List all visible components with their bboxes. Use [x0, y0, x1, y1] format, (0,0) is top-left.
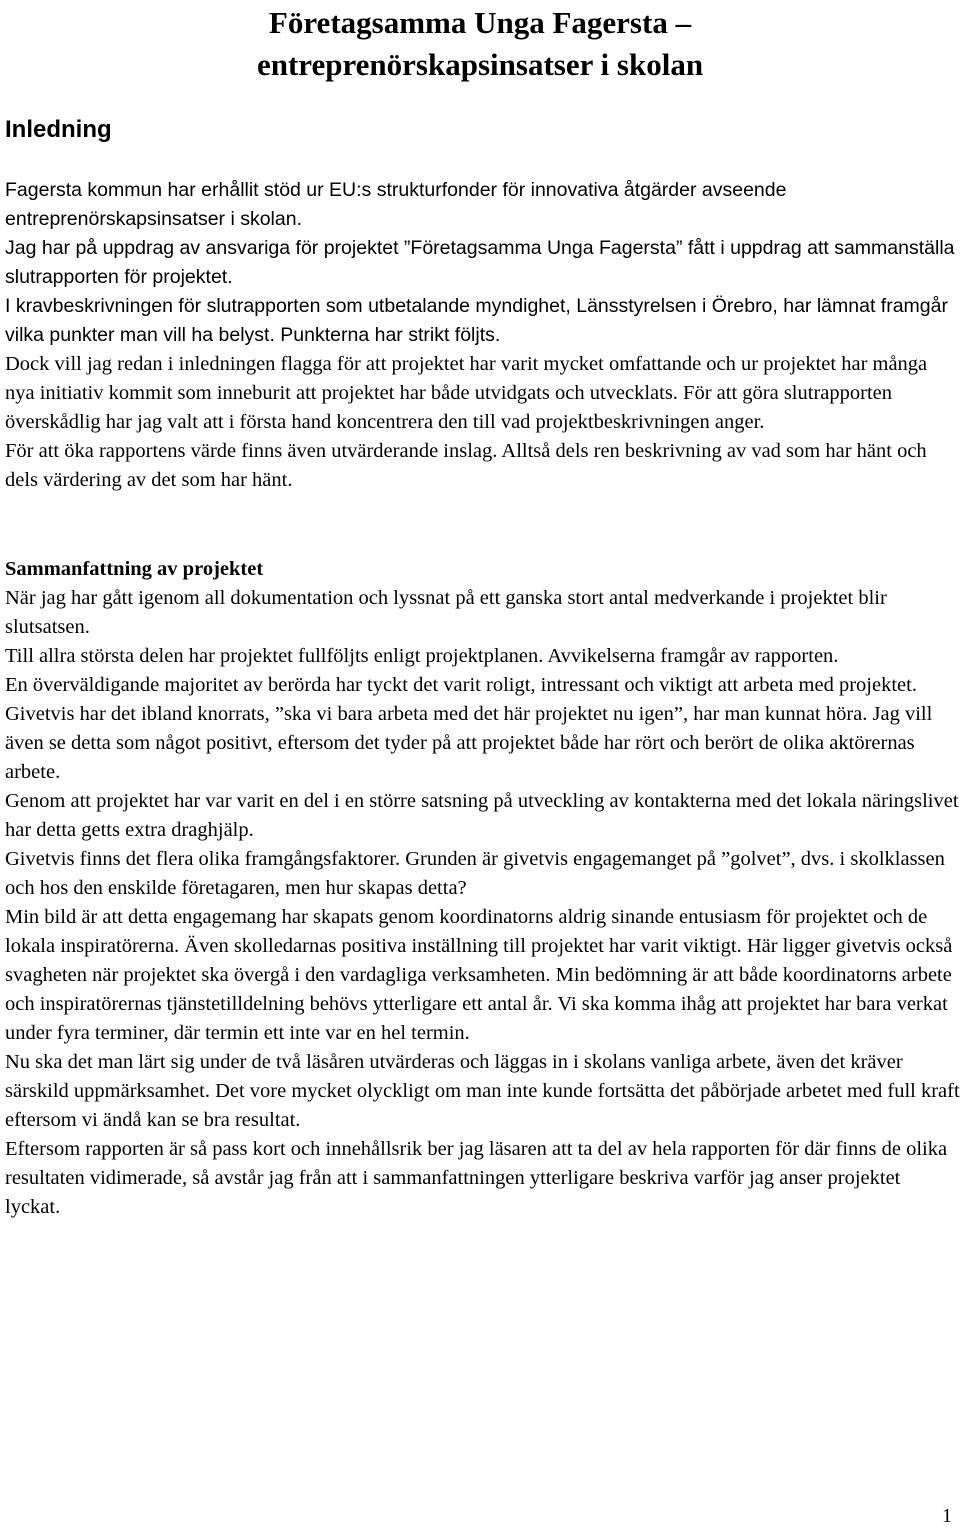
intro-paragraph: Dock vill jag redan i inledningen flagga för att projektet har varit mycket omfattande och ur projektet har många nya initiativ kommit som inneburit att projektet har både utvidgats och utvecklats. För att göra slutrapporten överskådlig har jag valt att i första hand koncentrera den till vad projektbeskrivningen anger. — [5, 353, 928, 433]
summary-paragraph: Nu ska det man lärt sig under de två läsåren utvärderas och läggas in i skolans vanliga arbete, även det kräver särskild uppmärksamhet. Det vore mycket olyckligt om man inte kunde fortsätta det påbörjade arbetet med full kraft eftersom vi ändå kan se bra resultat. — [5, 1051, 960, 1131]
summary-heading: Sammanfattning av projektet — [5, 558, 264, 580]
title-line-2: entreprenörskapsinsatser i skolan — [256, 47, 704, 82]
intro-paragraph: För att öka rapportens värde finns även utvärderande inslag. Alltså dels ren beskrivning av vad som har hänt och dels värdering av det som har hänt. — [5, 440, 927, 491]
intro-heading: Inledning — [5, 116, 112, 143]
intro-paragraph: I kravbeskrivningen för slutrapporten som utbetalande myndighet, Länsstyrelsen i Örebro, har lämnat framgår vilka punkter man vill ha belyst. Punkterna har strikt följts. — [5, 295, 948, 346]
summary-paragraph: Till allra största delen har projektet fullföljts enligt projektplanen. Avvikelserna framgår av rapporten. — [5, 645, 839, 667]
summary-paragraph: Genom att projektet har var varit en del i en större satsning på utveckling av kontakterna med det lokala näringslivet har detta getts extra draghjälp. — [5, 790, 959, 841]
summary-paragraph: En överväldigande majoritet av berörda har tyckt det varit roligt, intressant och viktigt att arbeta med projektet. Givetvis har det ibland knorrats, ”ska vi bara arbeta med det här projektet nu igen”, har man kunnat höra. Jag vill även se detta som något positivt, eftersom det tyder på att projektet både har rört och berört de olika aktörernas arbete. — [5, 674, 933, 783]
intro-section — [5, 176, 960, 495]
page-number: 1 — [942, 1505, 952, 1527]
intro-paragraph: Jag har på uppdrag av ansvariga för projektet ”Företagsamma Unga Fagersta” fått i uppdrag att sammanställa slutrapporten för projektet. — [5, 237, 955, 288]
summary-paragraph: Eftersom rapporten är så pass kort och innehållsrik ber jag läsaren att ta del av hela rapporten för där finns de olika resultaten vidimerade, så avstår jag från att i sammanfattningen ytterligare beskriva varför jag anser projektet lyckat. — [5, 1138, 948, 1218]
summary-paragraph: Min bild är att detta engagemang har skapats genom koordinatorns aldrig sinande entusiasm för projektet och de lokala inspiratörerna. Även skolledarnas positiva inställning till projektet har varit viktigt. Här ligger givetvis också svagheten när projektet ska övergå i den vardagliga verksamheten. Min bedömning är att både koordinatorns arbete och inspiratörernas tjänstetilldelning behövs ytterligare ett antal år. Vi ska komma ihåg att projektet har bara verkat under fyra terminer, där termin ett inte var en hel termin. — [5, 906, 953, 1044]
document-title — [150, 2, 810, 86]
summary-paragraph: Givetvis finns det flera olika framgångsfaktorer. Grunden är givetvis engagemanget på ”golvet”, dvs. i skolklassen och hos den enskilde företagaren, men hur skapas detta? — [5, 848, 945, 899]
intro-paragraph: Fagersta kommun har erhållit stöd ur EU:s strukturfonder för innovativa åtgärder avseende entreprenörskapsinsatser i skolan. — [5, 179, 787, 230]
summary-paragraph: När jag har gått igenom all dokumentation och lyssnat på ett ganska stort antal medverkande i projektet blir slutsatsen. — [5, 587, 887, 638]
summary-section — [5, 555, 960, 1222]
title-line-1: Företagsamma Unga Fagersta – — [268, 5, 692, 40]
